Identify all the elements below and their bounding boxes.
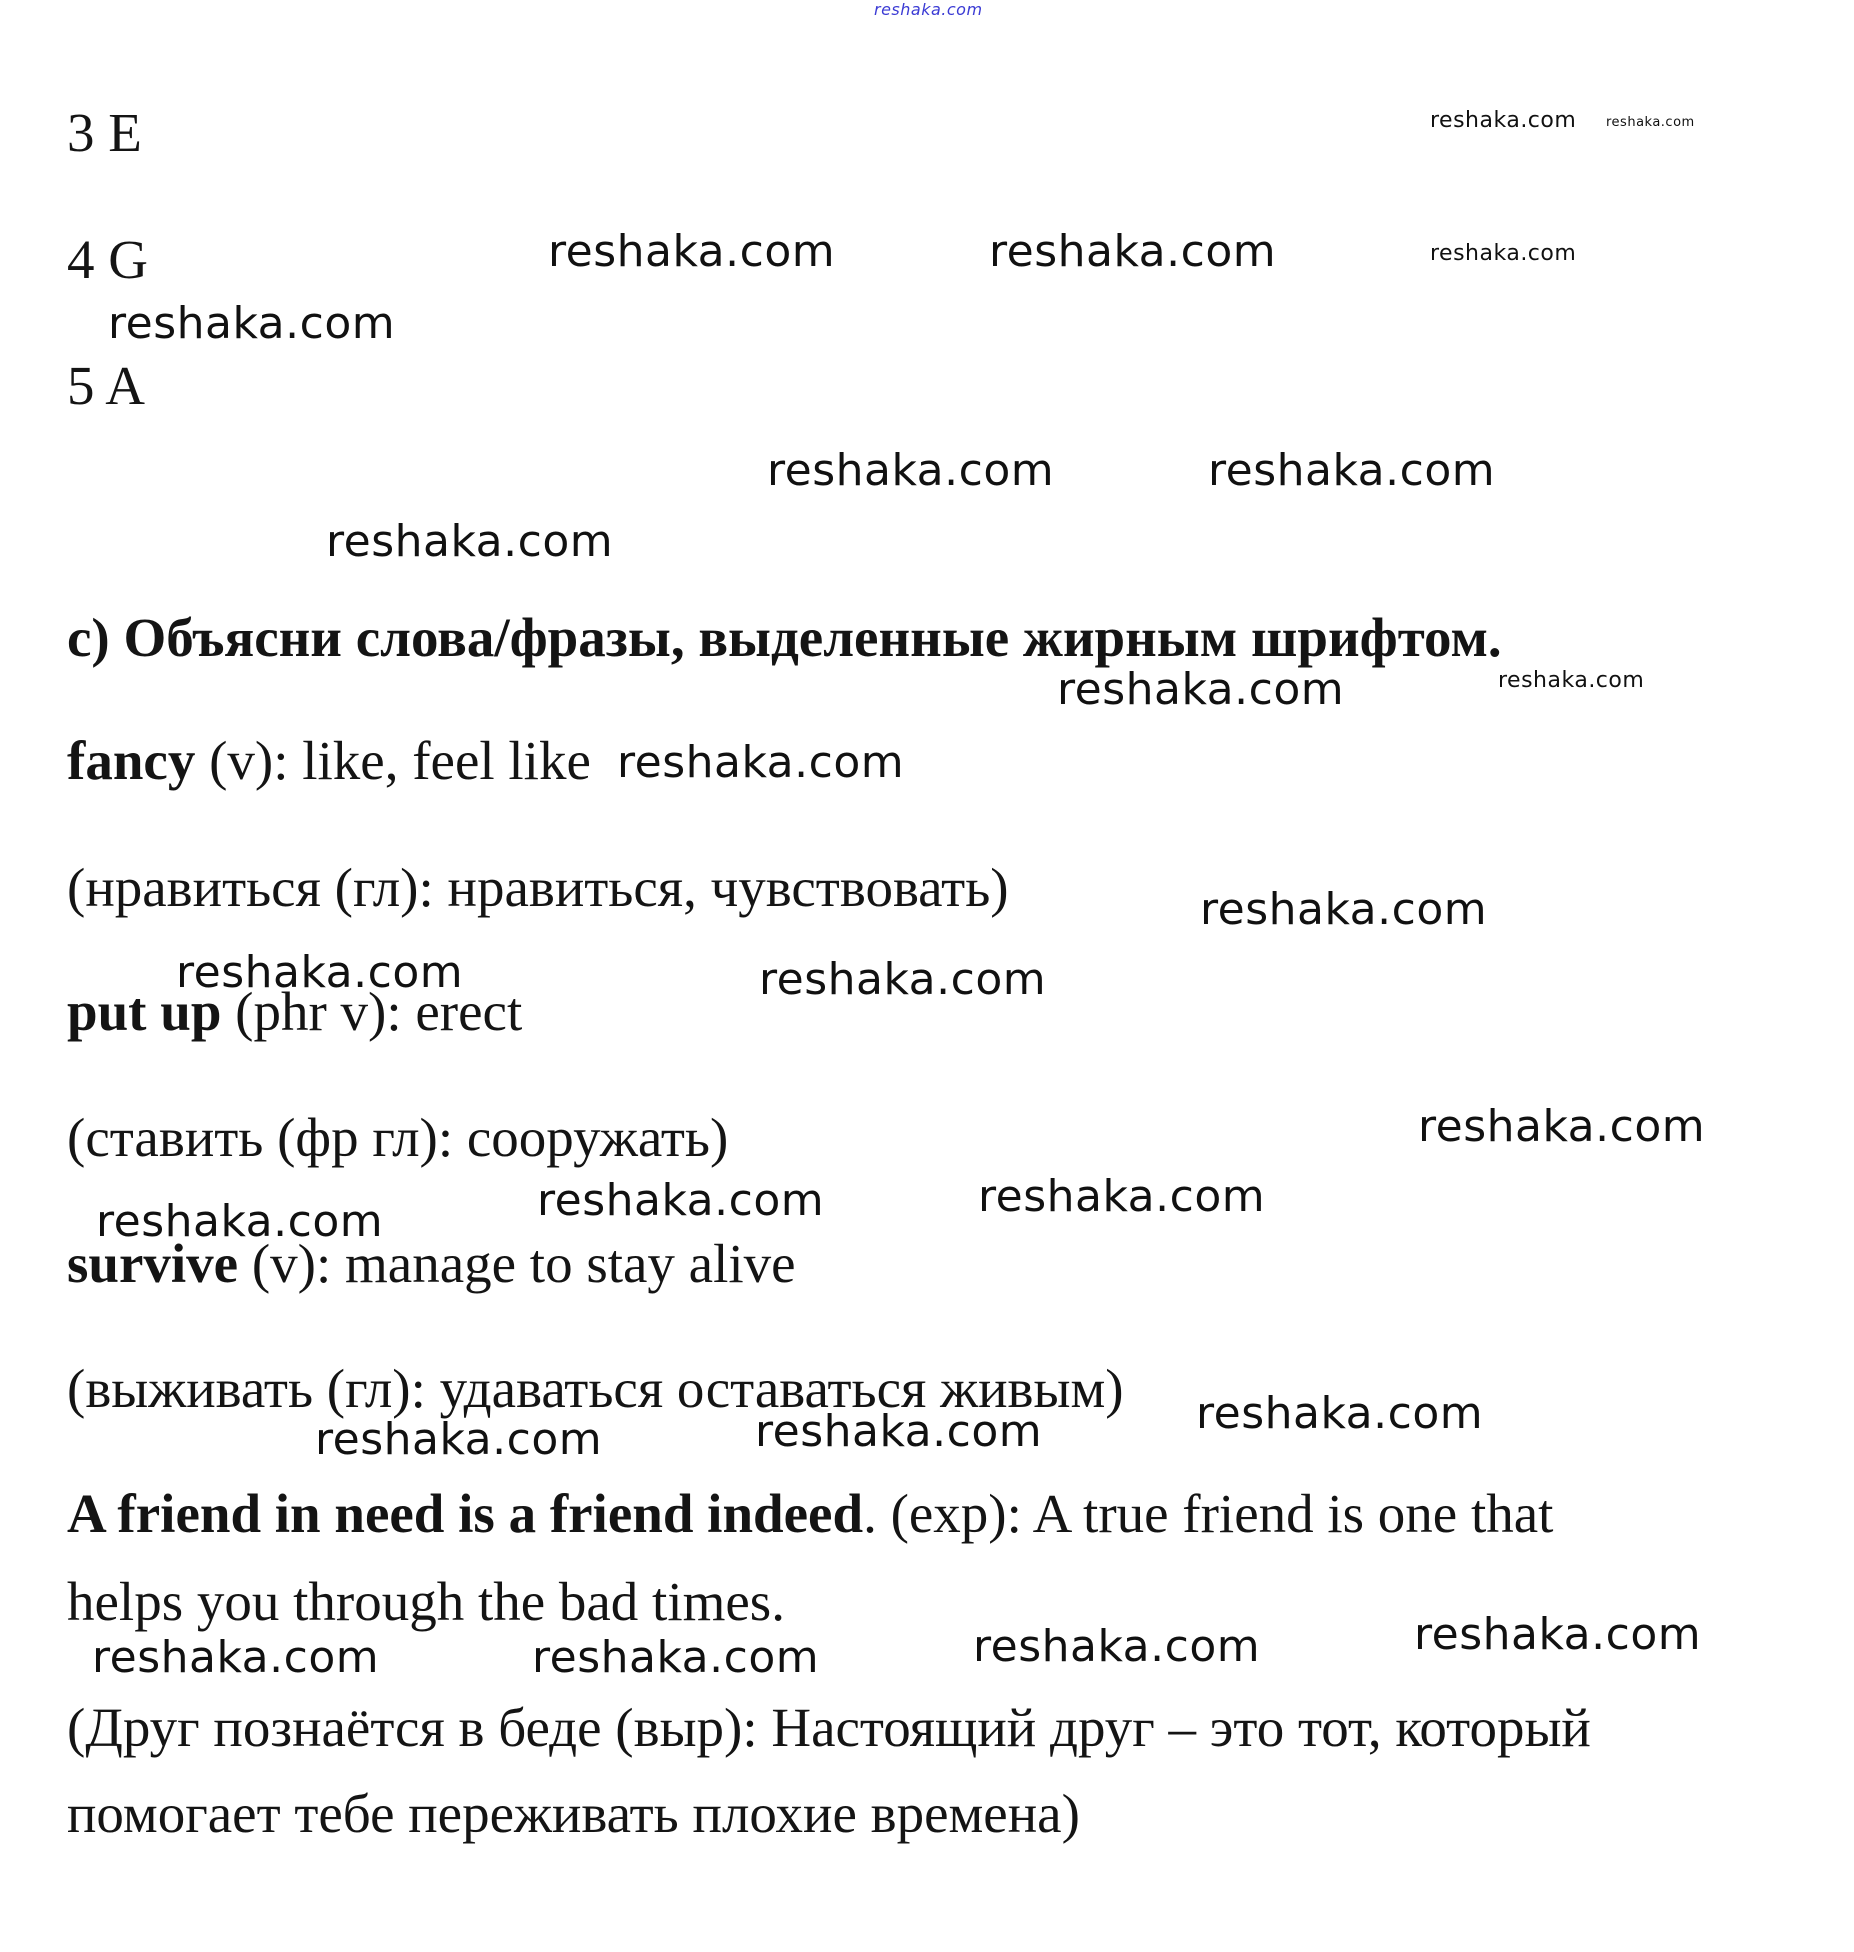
watermark: reshaka.com <box>1498 668 1645 693</box>
answer-3: 3 E <box>67 102 142 163</box>
idiom-term: A friend in need is a friend indeed <box>67 1483 864 1544</box>
watermark: reshaka.com <box>759 954 1047 1005</box>
watermark: reshaka.com <box>548 226 836 277</box>
watermark: reshaka.com <box>96 1196 384 1247</box>
entry-definition: (v): like, feel like <box>195 730 591 791</box>
watermark: reshaka.com <box>1606 115 1695 130</box>
entry-survive <box>67 1233 796 1294</box>
idiom-definition: . (exp): A true friend is one that <box>863 1483 1554 1544</box>
entry-term: put up <box>67 981 222 1042</box>
watermark: reshaka.com <box>989 226 1277 277</box>
watermark: reshaka.com <box>617 737 905 788</box>
watermark: reshaka.com <box>1414 1609 1702 1660</box>
watermark: reshaka.com <box>1200 884 1488 935</box>
watermark: reshaka.com <box>537 1175 825 1226</box>
watermark: reshaka.com <box>108 298 396 349</box>
answer-5: 5 A <box>67 355 145 416</box>
watermark: reshaka.com <box>1430 241 1577 266</box>
watermark: reshaka.com <box>532 1632 820 1683</box>
entry-put-up-translation: (ставить (фр гл): сооружать) <box>67 1107 729 1168</box>
entry-fancy-translation: (нравиться (гл): нравиться, чувствовать) <box>67 857 1009 918</box>
watermark: reshaka.com <box>1430 108 1577 133</box>
watermark: reshaka.com <box>1208 445 1496 496</box>
watermark: reshaka.com <box>1057 664 1345 715</box>
watermark: reshaka.com <box>755 1406 1043 1457</box>
entry-definition: (v): manage to stay alive <box>238 1233 796 1294</box>
entry-survive-translation: (выживать (гл): удаваться оставаться живым) <box>67 1358 1124 1419</box>
entry-definition: (phr v): erect <box>221 981 523 1042</box>
watermark: reshaka.com <box>315 1414 603 1465</box>
entry-put-up <box>67 981 523 1042</box>
answer-4: 4 G <box>67 229 148 290</box>
watermark: reshaka.com <box>767 445 1055 496</box>
idiom-translation-line2: помогает тебе переживать плохие времена) <box>67 1783 1080 1844</box>
watermark: reshaka.com <box>326 516 614 567</box>
entry-fancy <box>67 730 591 791</box>
idiom-translation-line1: (Друг познаётся в беде (выр): Настоящий друг – это тот, который <box>67 1697 1591 1758</box>
idiom-definition-line2: helps you through the bad times. <box>67 1571 785 1632</box>
watermark: reshaka.com <box>92 1632 380 1683</box>
watermark: reshaka.com <box>1196 1388 1484 1439</box>
watermark: reshaka.com <box>1418 1101 1706 1152</box>
idiom-entry <box>67 1483 1554 1544</box>
entry-term: fancy <box>67 730 196 791</box>
task-heading: c) Объясни слова/фразы, выделенные жирным шрифтом. <box>67 607 1502 668</box>
entry-term: survive <box>67 1233 239 1294</box>
watermark: reshaka.com <box>978 1171 1266 1222</box>
watermark: reshaka.com <box>176 947 464 998</box>
watermark: reshaka.com <box>973 1621 1261 1672</box>
watermark-top: reshaka.com <box>874 0 983 19</box>
